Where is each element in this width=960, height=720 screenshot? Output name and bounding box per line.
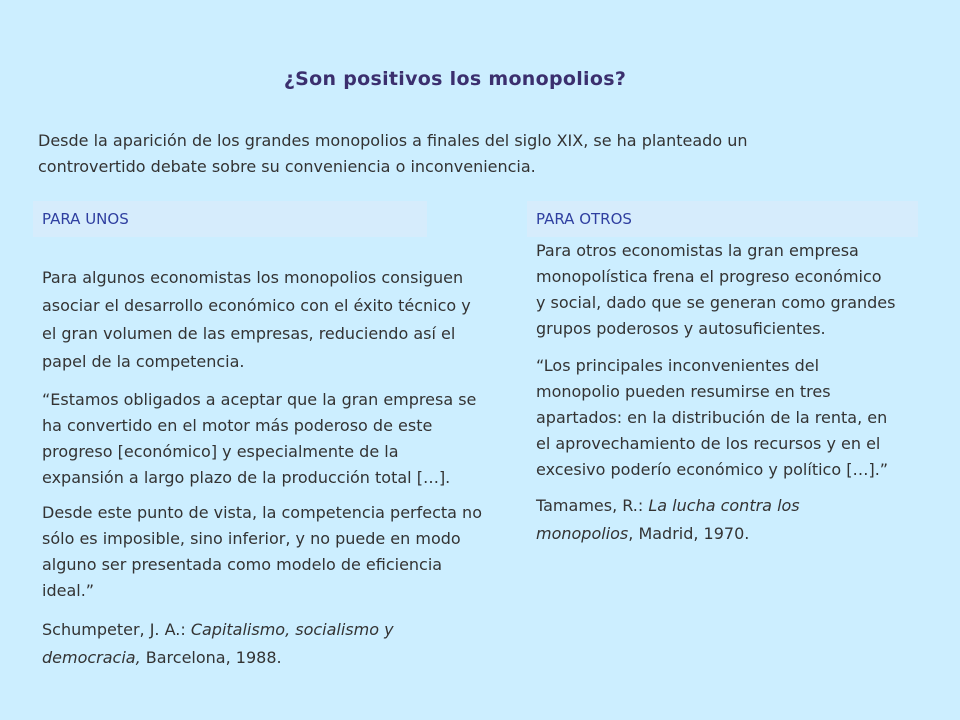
page-title: ¿Son positivos los monopolios?	[283, 68, 627, 90]
left-column-header: PARA UNOS	[33, 201, 427, 237]
left-citation-author: Schumpeter, J. A.:	[42, 620, 191, 639]
right-paragraph: Para otros economistas la gran empresa monopolística frena el progreso económico y social, dado que se generan como grandes grupos poderosos y autosuficientes.	[536, 241, 896, 338]
left-citation-rest: Barcelona, 1988.	[140, 648, 282, 667]
right-citation-rest: , Madrid, 1970.	[628, 524, 750, 543]
intro-paragraph: Desde la aparición de los grandes monopolios a finales del siglo XIX, se ha planteado un controvertido debate sobre su conveniencia o inconveniencia.	[38, 131, 748, 176]
right-citation-work: La lucha contra los monopolios	[536, 496, 800, 543]
left-quote-part2: Desde este punto de vista, la competencia perfecta no sólo es imposible, sino inferior, y no puede en modo alguno ser presentada como modelo de eficiencia ideal.”	[42, 503, 482, 600]
left-citation-work: Capitalismo, socialismo y democracia,	[42, 620, 394, 667]
right-citation-author: Tamames, R.:	[536, 496, 649, 515]
left-column	[42, 264, 482, 672]
left-paragraph: Para algunos economistas los monopolios consiguen asociar el desarrollo económico con el éxito técnico y el gran volumen de las empresas, reduciendo así el papel de la competencia.	[42, 268, 471, 371]
left-citation	[42, 616, 482, 672]
right-quote: “Los principales inconvenientes del monopolio pueden resumirse en tres apartados: en la distribución de la renta, en el aprovechamiento de los recursos y en el excesivo poderío económico y político […].”	[536, 356, 889, 479]
right-column	[536, 238, 896, 548]
right-citation	[536, 492, 896, 548]
left-quote-part1: “Estamos obligados a aceptar que la gran empresa se ha convertido en el motor más poderoso de este progreso [económico] y especialmente de la expansión a largo plazo de la producción total […].	[42, 390, 477, 487]
right-column-header: PARA OTROS	[527, 201, 918, 237]
